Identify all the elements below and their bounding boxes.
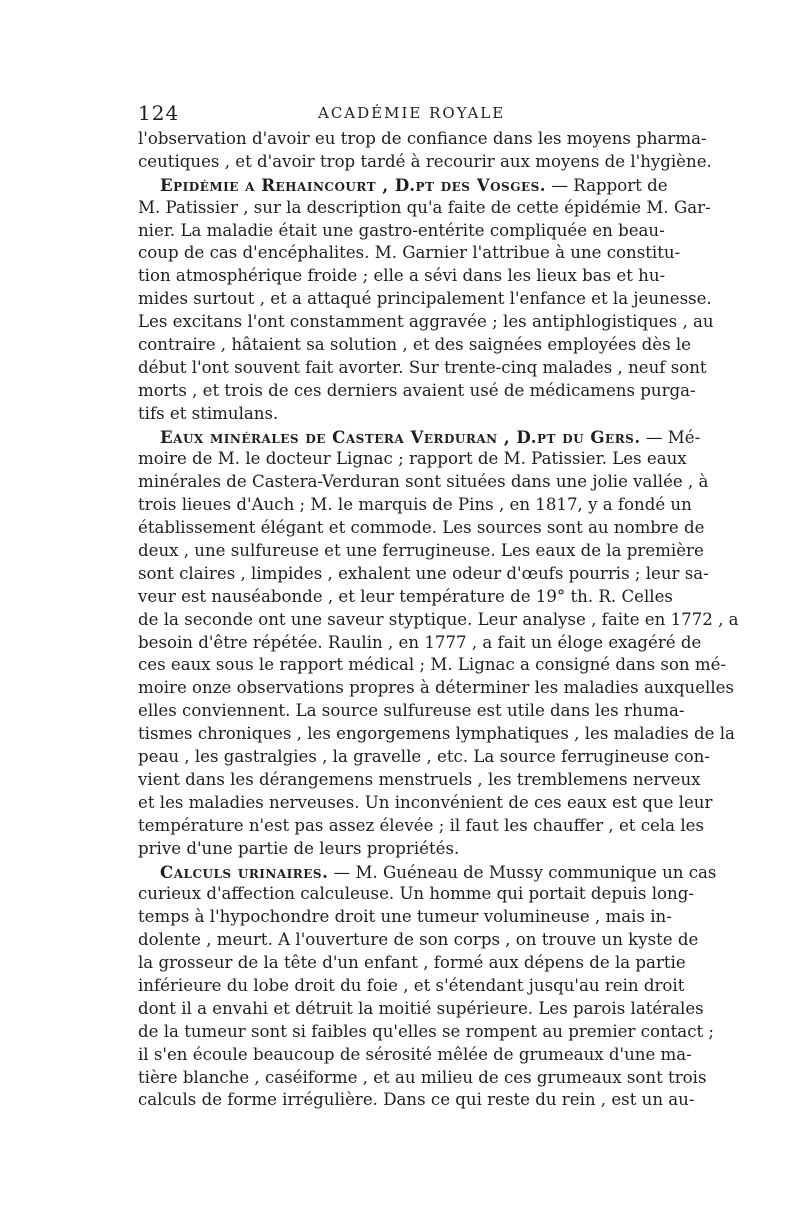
text-line: sont claires , limpides , exhalent une odeur d'œufs pourris ; leur sa- xyxy=(138,563,709,583)
text-line: dont il a envahi et détruit la moitié supérieure. Les parois latérales xyxy=(138,998,704,1018)
section-heading-line xyxy=(138,426,701,449)
section-heading-line xyxy=(138,174,668,197)
text-line: minérales de Castera-Verduran sont situées dans une jolie vallée , à xyxy=(138,472,709,492)
text-line: trois lieues d'Auch ; M. le marquis de Pins , en 1817, y a fondé un xyxy=(138,495,692,515)
section-heading-eaux-minerales: Eaux minérales de Castera Verduran , D.pt du Gers. xyxy=(160,426,641,447)
text-line: coup de cas d'encéphalites. M. Garnier l'attribue à une constitu- xyxy=(138,243,681,263)
text-line: temps à l'hypochondre droit une tumeur volumineuse , mais in- xyxy=(138,907,672,927)
text-line: vient dans les dérangemens menstruels , les tremblemens nerveux xyxy=(138,769,701,789)
text-line: la grosseur de la tête d'un enfant , formé aux dépens de la partie xyxy=(138,953,686,973)
text-line: calculs de forme irrégulière. Dans ce qui reste du rein , est un au- xyxy=(138,1090,695,1110)
text-line: nier. La maladie était une gastro-entérite compliquée en beau- xyxy=(138,220,665,240)
section-heading-line xyxy=(138,861,717,884)
text-line: M. Patissier , sur la description qu'a faite de cette épidémie M. Gar- xyxy=(138,197,711,217)
text-line: mides surtout , et a attaqué principalement l'enfance et la jeunesse. xyxy=(138,289,712,309)
running-title: ACADÉMIE ROYALE xyxy=(318,104,506,122)
text-line: morts , et trois de ces derniers avaient usé de médicamens purga- xyxy=(138,380,696,400)
body-text xyxy=(138,128,739,1112)
text-line: elles conviennent. La source sulfureuse est utile dans les rhuma- xyxy=(138,701,685,721)
text-line: besoin d'être répétée. Raulin , en 1777 , a fait un éloge exagéré de xyxy=(138,632,702,652)
heading-line-rest: — Rapport de xyxy=(546,175,668,195)
text-line: veur est nauséabonde , et leur température de 19° th. R. Celles xyxy=(138,586,673,606)
text-line: il s'en écoule beaucoup de sérosité mêlée de grumeaux d'une ma- xyxy=(138,1044,692,1064)
text-line: peau , les gastralgies , la gravelle , etc. La source ferrugineuse con- xyxy=(138,747,710,767)
text-line: début l'ont souvent fait avorter. Sur trente-cinq malades , neuf sont xyxy=(138,357,707,377)
text-line: température n'est pas assez élevée ; il faut les chauffer , et cela les xyxy=(138,815,704,835)
text-line: contraire , hâtaient sa solution , et des saignées employées dès le xyxy=(138,335,691,355)
text-line: ces eaux sous le rapport médical ; M. Lignac a consigné dans son mé- xyxy=(138,655,727,675)
text-line: et les maladies nerveuses. Un inconvénient de ces eaux est que leur xyxy=(138,792,713,812)
text-line: de la seconde ont une saveur styptique. Leur analyse , faite en 1772 , a xyxy=(138,609,739,629)
text-line: ceutiques , et d'avoir trop tardé à recourir aux moyens de l'hygiène. xyxy=(138,151,712,171)
text-line: l'observation d'avoir eu trop de confiance dans les moyens pharma- xyxy=(138,129,707,148)
text-line: inférieure du lobe droit du foie , et s'étendant jusqu'au rein droit xyxy=(138,975,685,995)
text-line: établissement élégant et commode. Les sources sont au nombre de xyxy=(138,518,705,538)
text-line: de la tumeur sont si faibles qu'elles se rompent au premier contact ; xyxy=(138,1021,715,1041)
text-line: tion atmosphérique froide ; elle a sévi dans les lieux bas et hu- xyxy=(138,266,666,286)
section-heading-calculs-urinaires: Calculs urinaires. xyxy=(160,861,329,882)
text-line: prive d'une partie de leurs propriétés. xyxy=(138,838,460,858)
text-line: tismes chroniques , les engorgemens lymphatiques , les maladies de la xyxy=(138,724,735,744)
text-line: curieux d'affection calculeuse. Un homme qui portait depuis long- xyxy=(138,884,694,904)
page-number: 124 xyxy=(138,101,180,125)
text-line: tière blanche , caséiforme , et au milieu de ces grumeaux sont trois xyxy=(138,1067,707,1087)
running-head xyxy=(138,98,664,128)
section-heading-epidemie: Epidémie a Rehaincourt , D.pt des Vosges. xyxy=(160,174,547,195)
text-line: Les excitans l'ont constamment aggravée ; les antiphlogistiques , au xyxy=(138,312,714,332)
text-line: moire onze observations propres à déterminer les maladies auxquelles xyxy=(138,678,734,698)
text-line: moire de M. le docteur Lignac ; rapport de M. Patissier. Les eaux xyxy=(138,449,687,469)
heading-line-rest: — Mé- xyxy=(640,427,701,447)
text-line: deux , une sulfureuse et une ferrugineuse. Les eaux de la première xyxy=(138,541,704,561)
text-line: tifs et stimulans. xyxy=(138,403,279,423)
text-line: dolente , meurt. A l'ouverture de son corps , on trouve un kyste de xyxy=(138,930,699,950)
heading-line-rest: — M. Guéneau de Mussy communique un cas xyxy=(328,862,717,882)
